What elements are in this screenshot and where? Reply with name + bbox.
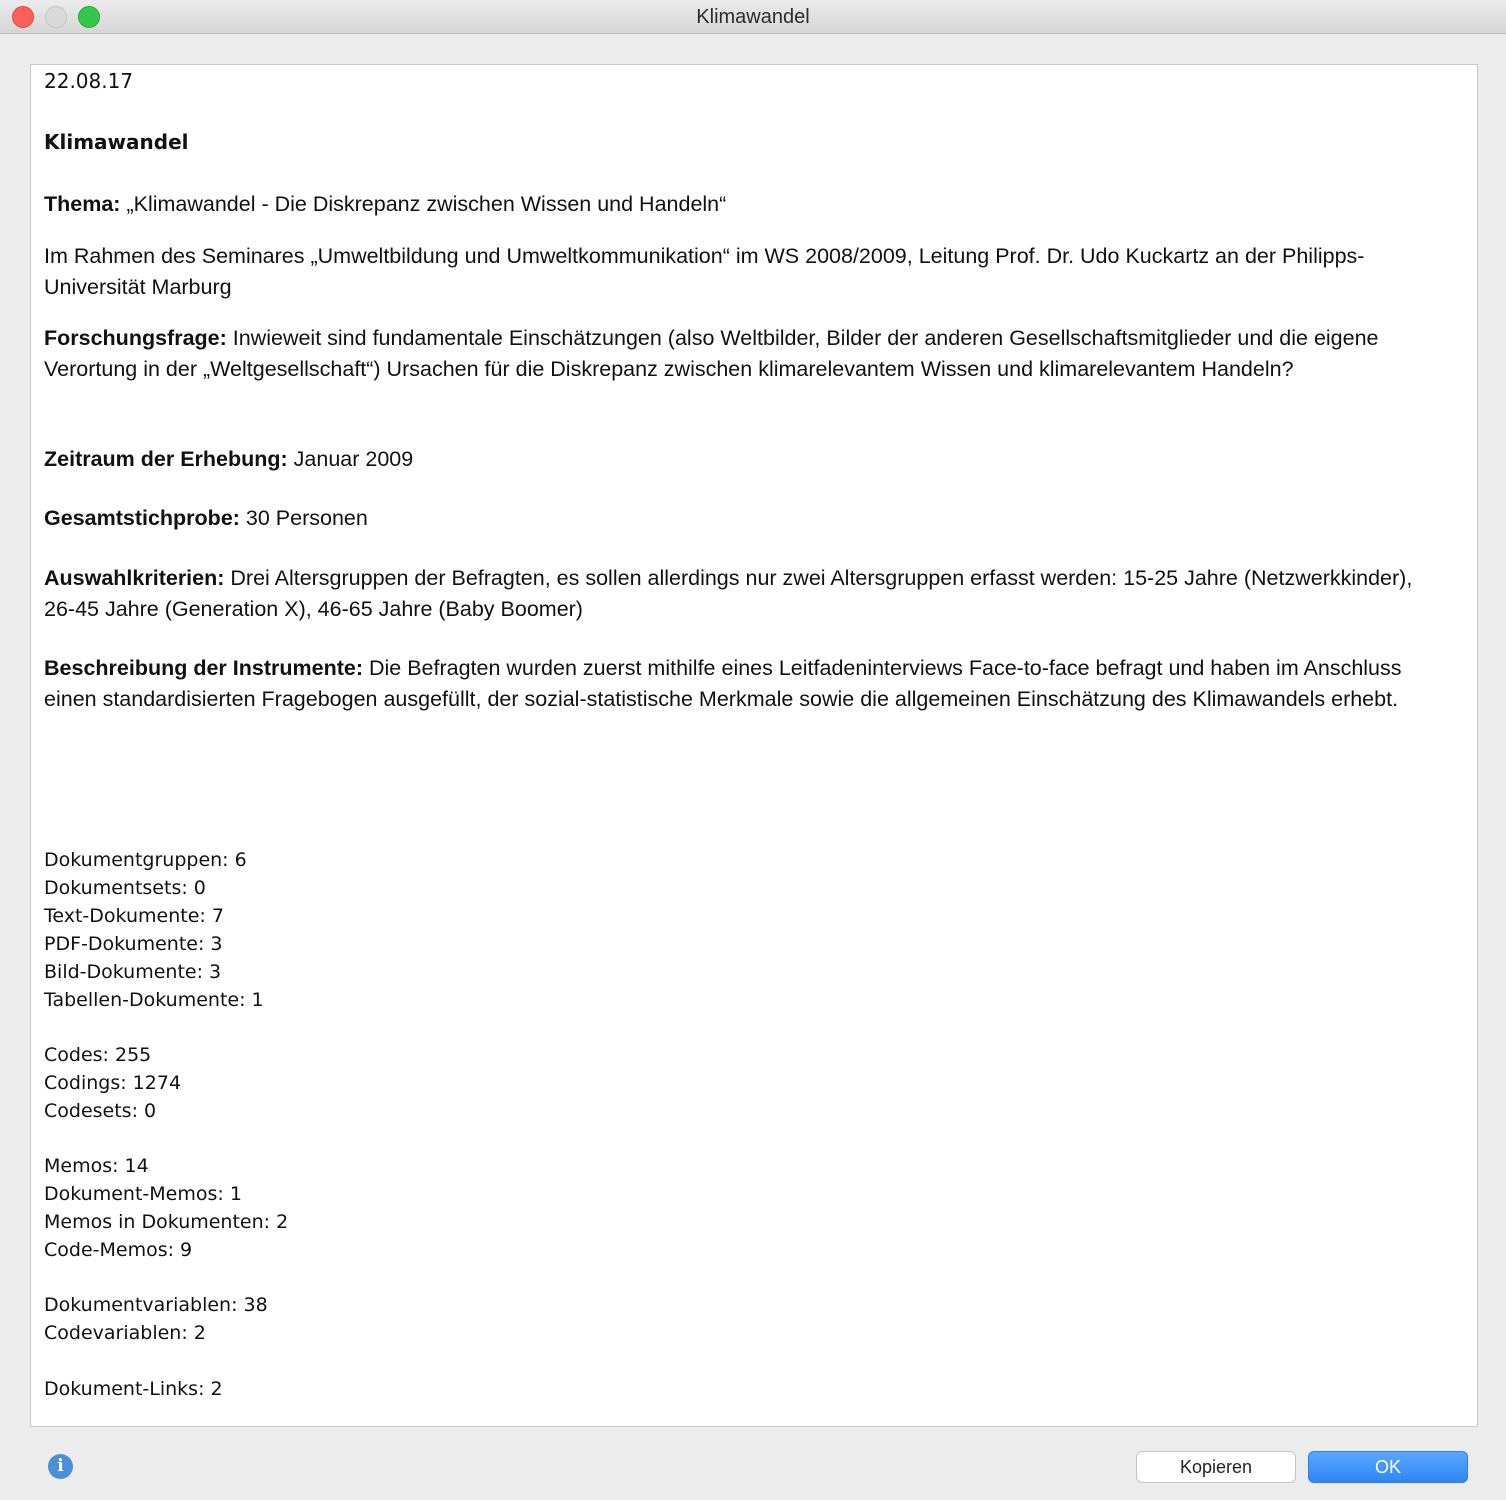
info-icon[interactable]: i [48, 1454, 73, 1479]
stat-line: Memos in Dokumenten: 2 [44, 1211, 289, 1233]
thema-paragraph [44, 189, 1444, 220]
stat-line: Codevariablen: 2 [44, 1322, 206, 1344]
stat-line: Dokumentgruppen: 6 [44, 849, 247, 871]
copy-button[interactable]: Kopieren [1136, 1451, 1296, 1483]
instrumente-paragraph [44, 653, 1444, 714]
instrumente-text: Die Befragten wurden zuerst mithilfe eines Leitfadeninterviews Face-to-face befragt und haben im Anschluss einen standardisierten Fragebogen ausgefüllt, der sozial-statistische Merkmale sowie die allgemeinen Einschätzung des Klimawandels erhebt. [44, 656, 1402, 711]
stat-line: Dokumentsets: 0 [44, 877, 206, 899]
stat-line: PDF-Dokumente: 3 [44, 933, 223, 955]
instrumente-label: Beschreibung der Instrumente: [44, 656, 363, 680]
auswahl-paragraph [44, 563, 1444, 624]
document-memo-text[interactable] [30, 64, 1478, 1427]
stichprobe-label: Gesamtstichprobe: [44, 506, 240, 530]
stat-line: Memos: 14 [44, 1155, 149, 1177]
title-bar [0, 0, 1506, 34]
stat-line: Codings: 1274 [44, 1072, 182, 1094]
thema-label: Thema: [44, 192, 121, 216]
zeitraum-label: Zeitraum der Erhebung: [44, 447, 288, 471]
auswahl-text: Drei Altersgruppen der Befragten, es sollen allerdings nur zwei Altersgruppen erfasst werden: 15-25 Jahre (Netzwerkkinder), 26-45 Jahre (Generation X), 46-65 Jahre (Baby Boomer) [44, 566, 1413, 621]
stat-line: Codesets: 0 [44, 1100, 157, 1122]
stat-line: Text-Dokumente: 7 [44, 905, 224, 927]
stat-line: Bild-Dokumente: 3 [44, 961, 222, 983]
memo-date: 22.08.17 [44, 69, 134, 93]
stichprobe-paragraph [44, 503, 1444, 534]
forschungsfrage-text: Inwieweit sind fundamentale Einschätzungen (also Weltbilder, Bilder der anderen Gesellschaftsmitglieder und die eigene Verortung in der „Weltgesellschaft“) Ursachen für die Diskrepanz zwischen klimarelevantem Wissen und klimarelevantem Handeln? [44, 326, 1379, 381]
thema-text: „Klimawandel - Die Diskrepanz zwischen Wissen und Handeln“ [120, 192, 727, 216]
stat-line: Tabellen-Dokumente: 1 [44, 989, 264, 1011]
forschungsfrage-label: Forschungsfrage: [44, 326, 227, 350]
ok-button[interactable]: OK [1308, 1451, 1468, 1483]
stichprobe-text: 30 Personen [239, 506, 368, 530]
stat-line: Dokument-Links: 2 [44, 1378, 223, 1400]
forschungsfrage-paragraph [44, 323, 1444, 384]
auswahl-label: Auswahlkriterien: [44, 566, 225, 590]
zeitraum-text: Januar 2009 [287, 447, 414, 471]
stat-line: Code-Memos: 9 [44, 1239, 193, 1261]
stat-line: Dokument-Memos: 1 [44, 1183, 242, 1205]
window-title: Klimawandel [696, 6, 810, 28]
rahmen-paragraph: Im Rahmen des Seminares „Umweltbildung und Umweltkommunikation“ im WS 2008/2009, Leitung Prof. Dr. Udo Kuckartz an der Philipps-Universität Marburg [44, 244, 1365, 299]
stat-line: Dokumentvariablen: 38 [44, 1294, 268, 1316]
memo-heading: Klimawandel [44, 130, 189, 154]
stat-line: Codes: 255 [44, 1044, 152, 1066]
zeitraum-paragraph [44, 444, 1444, 475]
